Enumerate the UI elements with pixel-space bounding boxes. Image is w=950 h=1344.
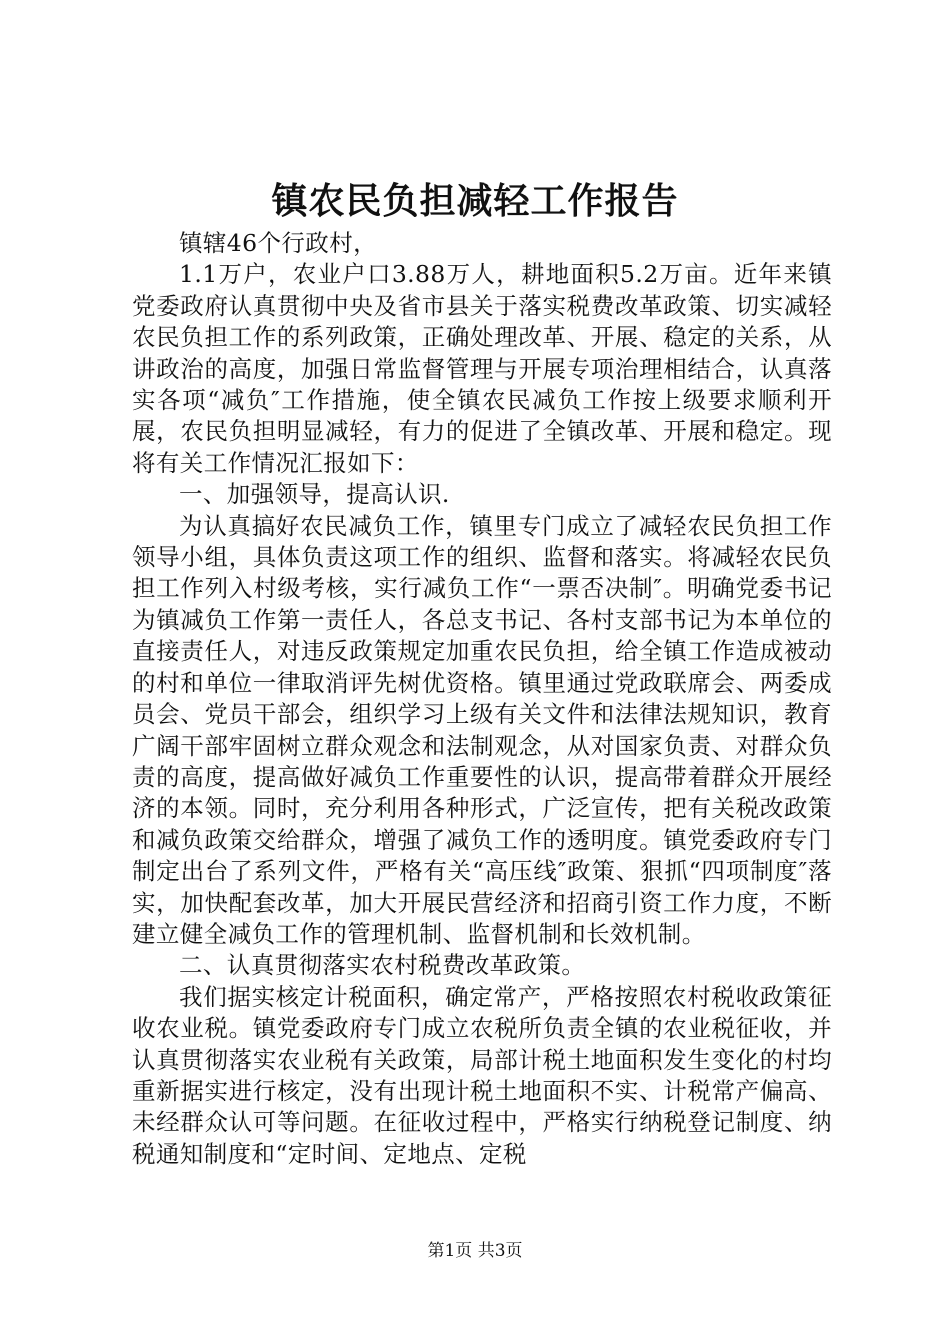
document-title: 镇农民负担减轻工作报告 xyxy=(271,180,679,222)
section-heading-2: 二、认真贯彻落实农村税费改革政策。 xyxy=(179,951,586,980)
document-body xyxy=(132,228,832,1170)
paragraph-overview: 1.1万户，农业户口3.88万人，耕地面积5.2万亩。近年来镇党委政府认真贯彻中央及省市县关于落实税费改革政策、切实减轻农民负担工作的系列政策，正确处理改革、开展、稳定的关系，从讲政治的高度，加强日常监督管理与开展专项治理相结合，认真落实各项“减负″工作措施，使全镇农民减负工作按上级要求顺利开展，农民负担明显减轻，有力的促进了全镇改革、开展和稳定。现将有关工作情况汇报如下： xyxy=(132,260,832,477)
paragraph-intro: 镇辖46个行政村， xyxy=(179,229,378,257)
page-footer: 第1页 共3页 xyxy=(427,1241,523,1261)
paragraph-section-1: 为认真搞好农民减负工作，镇里专门成立了减轻农民负担工作领导小组，具体负责这项工作的组织、监督和落实。将减轻农民负担工作列入村级考核，实行减负工作“一票否决制″。明确党委书记为镇减负工作第一责任人，各总支书记、各村支部书记为本单位的直接责任人，对违反政策规定加重农民负担，给全镇工作造成被动的村和单位一律取消评先树优资格。镇里通过党政联席会、两委成员会、党员干部会，组织学习上级有关文件和法律法规知识，教育广阔干部牢固树立群众观念和法制观念，从对国家负责、对群众负责的高度，提高做好减负工作重要性的认识，提高带着群众开展经济的本领。同时，充分利用各种形式，广泛宣传，把有关税改政策和减负政策交给群众，增强了减负工作的透明度。镇党委政府专门制定出台了系列文件，严格有关“高压线″政策、狠抓“四项制度″落实，加快配套改革，加大开展民营经济和招商引资工作力度，不断建立健全减负工作的管理机制、监督机制和长效机制。 xyxy=(132,511,832,948)
paragraph-section-2: 我们据实核定计税面积，确定常产，严格按照农村税收政策征收农业税。镇党委政府专门成立农税所负责全镇的农业税征收，并认真贯彻落实农业税有关政策，局部计税土地面积发生变化的村均重新据实进行核定，没有出现计税土地面积不实、计税常产偏高、未经群众认可等问题。在征收过程中，严格实行纳税登记制度、纳税通知制度和“定时间、定地点、定税 xyxy=(132,982,832,1168)
section-heading-1: 一、加强领导，提高认识. xyxy=(179,480,450,509)
